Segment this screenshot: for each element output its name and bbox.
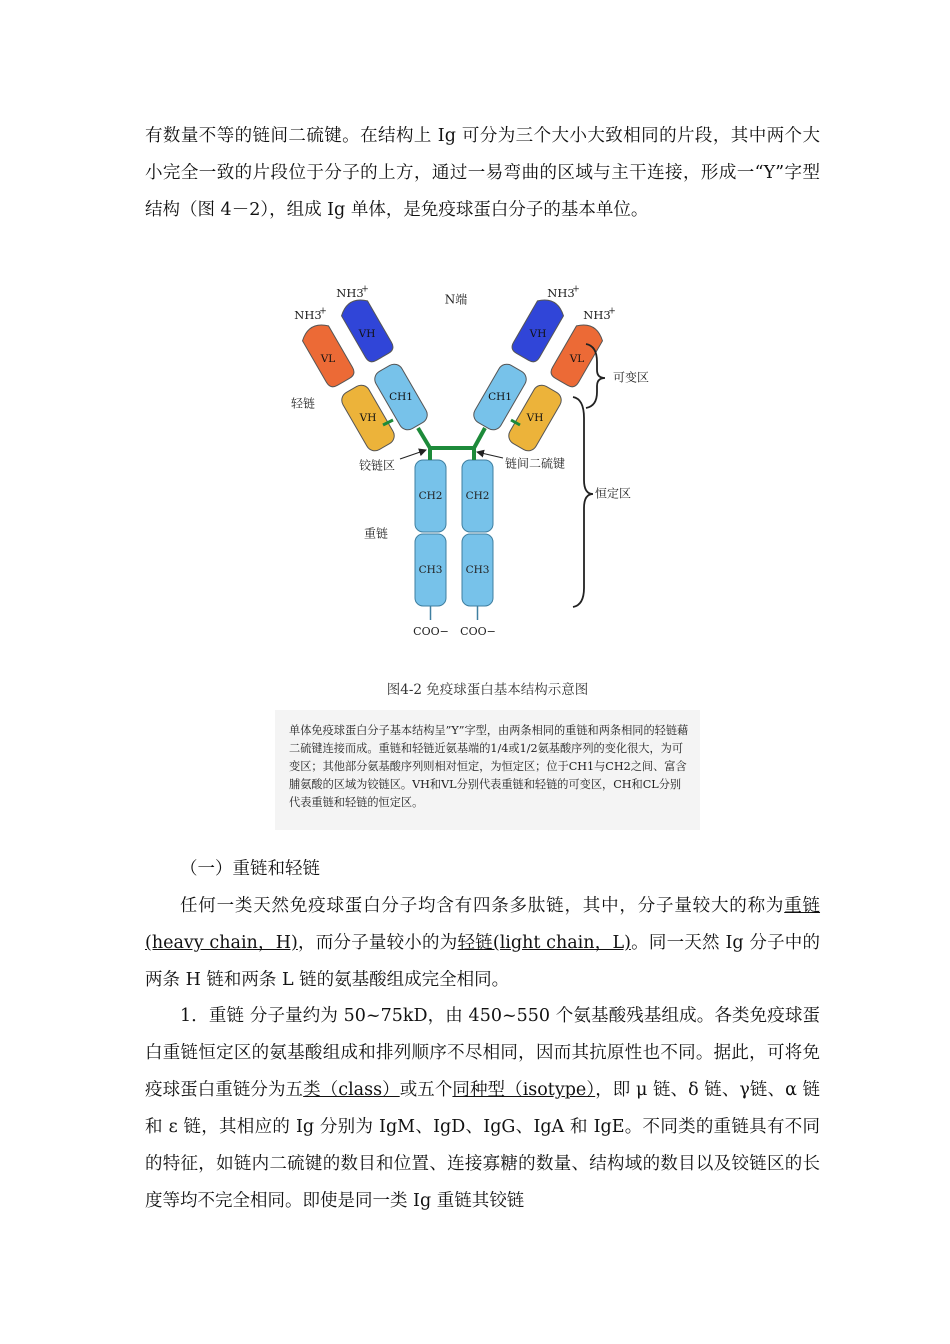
paragraph-chains: [145, 888, 820, 999]
nh3-sup-left-inner: +: [319, 306, 327, 317]
vl-domain-left: [299, 320, 356, 390]
ch1-domain-right-label: CH1: [488, 391, 512, 403]
vl-domain-left-label: VL: [320, 353, 336, 365]
vh-domain-right: [510, 295, 567, 365]
figure-note: 单体免疫球蛋白分子基本结构呈”Y”字型，由两条相同的重链和两条相同的轻链藉二硫键连接而成。重链和轻链近氨基端的1/4或1/2氨基酸序列的变化很大，为可变区；其他部分氨基酸序列则相对恒定，为恒定区；位于CH1与CH2之间、富含脯氨酸的区域为铰链区。VH和VL分别代表重链和轻链的可变区，CH和CL分别代表重链和轻链的恒定区。: [289, 724, 689, 809]
nh3-label-right-inner: NH3: [583, 308, 611, 322]
coo-label-right: COO−: [460, 625, 496, 638]
constant-region-brace: [573, 397, 593, 607]
disulfide-label: 链间二硫键: [504, 456, 566, 471]
term-class: 类（class）: [303, 1080, 400, 1100]
figure-ig-structure: [275, 270, 700, 830]
ch3-label-left: CH3: [418, 564, 443, 576]
vl-domain-right: [549, 320, 606, 390]
cl-domain-left-label: VH: [359, 412, 377, 424]
p2-pre: 1．重链 分子量约为 50~75kD，由 450~550 个氨基酸残基组成。各类免疫球蛋白重链恒定区的氨基酸组成和排列顺序不尽相同，因而其抗原性也不同。据此，可将免疫球蛋白重链分为五: [145, 1006, 820, 1100]
hinge-right: [474, 428, 485, 460]
nh3-sup-left-outer: +: [361, 284, 369, 295]
figure-title: 图4-2 免疫球蛋白基本结构示意图: [386, 682, 589, 698]
p1-mid: ，而分子量较小的为: [297, 933, 458, 953]
p1-post: 。同一天然 Ig 分子中的两条 H 链和两条 L 链的氨基酸组成完全相同。: [145, 933, 821, 990]
heavy-chain-label: 重链: [363, 526, 389, 541]
vh-domain-left-label: VH: [358, 328, 376, 340]
ch2-label-left: CH2: [418, 490, 443, 502]
coo-label-left: COO−: [413, 625, 449, 638]
hinge-arrow: [400, 450, 426, 459]
ig-diagram: [275, 270, 700, 670]
term-light-chain: 轻链(light chain，L): [457, 933, 631, 953]
nh3-sup-right-inner: +: [608, 306, 616, 317]
constant-region-label: 恒定区: [594, 486, 632, 501]
vh-domain-left: [338, 295, 395, 365]
nh3-sup-right-outer: +: [572, 284, 580, 295]
ch1-domain-left-label: CH1: [389, 391, 413, 403]
n-terminal-label: N端: [444, 292, 468, 307]
ch2-label-right: CH2: [465, 490, 490, 502]
p1-pre: 任何一类天然免疫球蛋白分子均含有四条多肽链，其中，分子量较大的称为: [180, 896, 785, 916]
nh3-label-left-inner: NH3: [294, 308, 322, 322]
p2-post: ，即 μ 链、δ 链、γ链、α 链和 ε 链，其相应的 Ig 分别为 IgM、IgD、IgG、IgA 和 IgE。不同类的重链具有不同的特征，如链内二硫键的数目和位置、连接寡糖的数量、结构域的数目以及铰链区的长度等均不完全相同。即使是同一类 Ig 重链其铰链: [145, 1080, 821, 1211]
section-heading: （一）重链和轻链: [180, 859, 320, 879]
p2-mid: 或五个: [399, 1080, 453, 1100]
disulfide-arrow: [477, 452, 503, 458]
hinge-label: 铰链区: [358, 458, 396, 473]
term-isotype: 同种型（isotype）: [452, 1080, 596, 1100]
vl-domain-right-label: VL: [569, 353, 585, 365]
cl-domain-right-label: VH: [526, 412, 544, 424]
paragraph-heavy-chain: [145, 998, 820, 1220]
variable-region-label: 可变区: [612, 370, 650, 385]
hinge-left: [418, 428, 430, 460]
ch3-label-right: CH3: [465, 564, 490, 576]
intro-paragraph: 有数量不等的链间二硫键。在结构上 Ig 可分为三个大小大致相同的片段，其中两个大小完全一致的片段位于分子的上方，通过一易弯曲的区域与主干连接，形成一“Y”字型结构（图 4－2），组成 Ig 单体，是免疫球蛋白分子的基本单位。: [145, 126, 820, 220]
term-heavy-chain: 重链(heavy chain，H): [145, 896, 821, 953]
nh3-label-right-outer: NH3: [547, 286, 575, 300]
nh3-label-left-outer: NH3: [336, 286, 364, 300]
vh-domain-right-label: VH: [529, 328, 547, 340]
light-chain-label: 轻链: [290, 396, 316, 411]
